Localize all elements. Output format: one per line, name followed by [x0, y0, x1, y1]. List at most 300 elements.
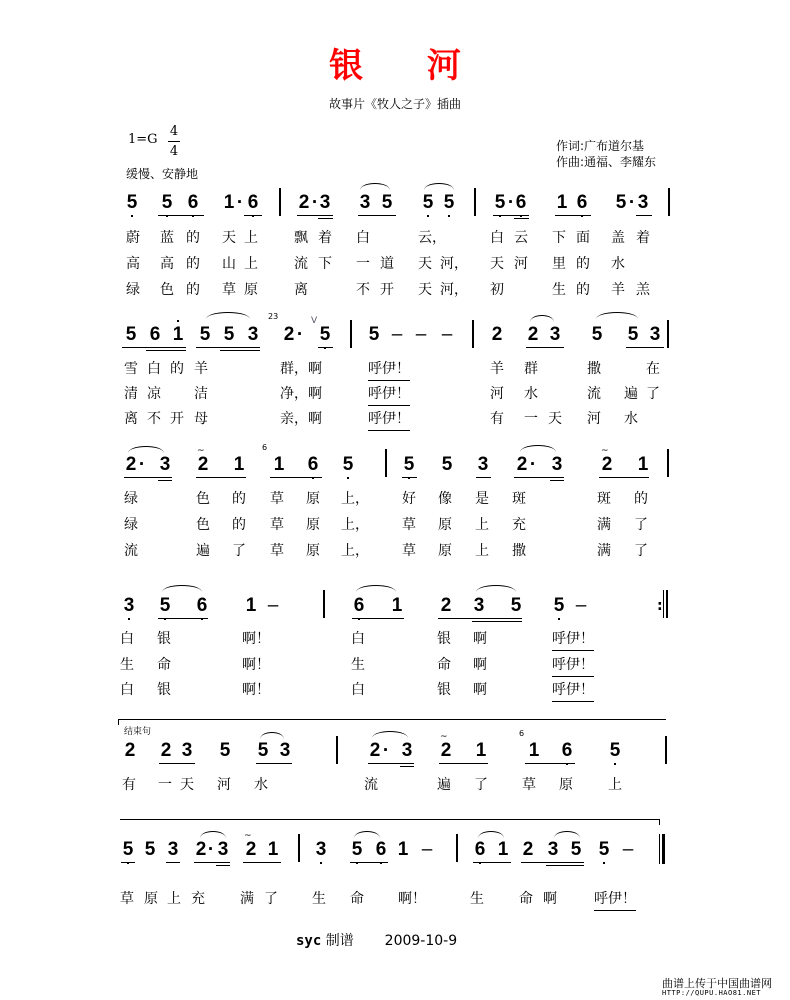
lyric: 上，	[341, 543, 369, 559]
trill-mark: ~	[440, 732, 448, 742]
lyric: 原	[306, 491, 320, 507]
note: 1	[556, 192, 568, 213]
lyric: 飘	[294, 230, 308, 246]
underline	[244, 215, 262, 216]
dash: –	[391, 324, 403, 345]
lyric: 在	[646, 361, 660, 377]
note: 6	[196, 595, 208, 616]
lyric: 河，	[440, 256, 468, 272]
note: 3	[637, 192, 649, 213]
lyric-huyi: 呼伊！	[368, 386, 410, 406]
note: 3	[167, 839, 179, 860]
note: 2	[298, 192, 310, 213]
underline	[472, 621, 522, 622]
underline	[358, 215, 396, 216]
note: 1	[267, 839, 279, 860]
note: 1	[497, 839, 509, 860]
underline	[124, 477, 172, 478]
lyric: 天	[418, 256, 432, 272]
lyric: 是	[475, 491, 489, 507]
underline	[514, 477, 564, 478]
note: 3	[547, 839, 559, 860]
lyric: 下	[318, 256, 332, 272]
note: 6	[307, 454, 319, 475]
lyric: 羊	[194, 361, 208, 377]
note: 5	[144, 839, 156, 860]
note: 1	[475, 740, 487, 761]
note: 5	[219, 740, 231, 761]
note: 5	[351, 839, 363, 860]
lyric: 绿	[126, 282, 140, 298]
note: 2	[195, 839, 207, 860]
barline	[474, 188, 476, 216]
barline	[385, 449, 387, 477]
note: 5	[368, 324, 380, 345]
underline	[626, 347, 664, 348]
barline	[350, 320, 352, 348]
lyric: 不	[356, 282, 370, 298]
lyric: 一	[524, 411, 538, 427]
final-barline-thin	[659, 834, 660, 864]
lyric: 命	[437, 657, 451, 673]
note: 3	[649, 324, 661, 345]
lyric: 草	[270, 517, 284, 533]
aug-dot: ·	[236, 192, 244, 213]
underline	[439, 763, 488, 764]
lyric: 的	[232, 491, 246, 507]
barline	[323, 590, 325, 618]
grace-note: 23	[268, 312, 279, 321]
lyric: 水	[254, 777, 268, 793]
lyric: 山	[222, 256, 236, 272]
lyric: 啊	[473, 631, 487, 647]
lyric: 好	[402, 491, 416, 507]
note: 1	[233, 454, 245, 475]
ending-bracket-top-2	[120, 819, 660, 820]
lyric-huyi: 呼伊！	[368, 361, 410, 381]
barline	[665, 736, 667, 764]
song-title: 银 河	[329, 46, 487, 86]
lyric: 亲，啊	[280, 411, 322, 427]
lyricist: 作词:广布道尔基	[556, 139, 645, 153]
lyric: 原	[438, 543, 452, 559]
lyric: 白	[351, 631, 365, 647]
lyric: 清	[124, 386, 138, 402]
note: 1	[172, 324, 184, 345]
lyric: 绿	[124, 517, 138, 533]
lyric: 河，	[440, 282, 468, 298]
lyric: 白	[490, 230, 504, 246]
lyric: 离	[124, 411, 138, 427]
lyric: 草	[270, 543, 284, 559]
note: 2	[125, 454, 137, 475]
slur	[354, 831, 380, 838]
lyric: 离	[294, 282, 308, 298]
note: 6	[187, 192, 199, 213]
note: 3	[359, 192, 371, 213]
grace-note: 6	[519, 729, 525, 738]
lyric: 了	[232, 543, 246, 559]
lyric: 羊	[611, 282, 625, 298]
barline	[663, 590, 664, 618]
time-signature	[168, 123, 180, 160]
barline	[336, 736, 338, 764]
note: 2	[440, 595, 452, 616]
lyric: 一	[158, 777, 172, 793]
lyric: 天	[180, 777, 194, 793]
lyric: 了	[646, 386, 660, 402]
underline	[493, 215, 529, 216]
lyric: 河	[217, 777, 231, 793]
lyric: 草	[402, 517, 416, 533]
repeat-dots: :	[657, 598, 663, 614]
lyric: 啊	[543, 891, 557, 907]
lyric: 白	[356, 230, 370, 246]
lyric: 流	[294, 256, 308, 272]
lyric: 的	[576, 256, 590, 272]
lyric-huyi: 呼伊！	[552, 657, 594, 677]
lyric: 里	[552, 256, 566, 272]
lyric: 的	[232, 517, 246, 533]
slur	[530, 315, 554, 322]
note: 2	[283, 324, 295, 345]
lyric: 白	[351, 682, 365, 698]
lyric: 撒	[587, 361, 601, 377]
note: 6	[576, 192, 588, 213]
barline	[298, 834, 300, 862]
underline	[122, 347, 186, 348]
lyric: 像	[438, 491, 452, 507]
note: 1	[637, 454, 649, 475]
lyric: 草	[402, 543, 416, 559]
note: 1	[528, 740, 540, 761]
lyric: 河	[514, 256, 528, 272]
lyric: 蔚	[126, 230, 140, 246]
lyric: 啊！	[242, 657, 270, 673]
breath-mark: V	[311, 316, 318, 326]
note: 5	[257, 740, 269, 761]
lyric: 净，啊	[280, 386, 322, 402]
lyric: 命	[157, 657, 171, 673]
lyric: 开	[380, 282, 394, 298]
note: 5	[159, 595, 171, 616]
ending-label: 结束句	[124, 727, 152, 737]
slur	[478, 831, 504, 838]
underline	[318, 347, 333, 348]
date: 2009-10-9	[384, 933, 458, 949]
barline	[472, 320, 474, 348]
note: 6	[247, 192, 259, 213]
underline	[546, 865, 584, 866]
slur	[128, 446, 164, 453]
lyric: 上	[167, 891, 181, 907]
lyric: 洁	[194, 386, 208, 402]
lyric: 草	[120, 891, 134, 907]
barline	[456, 834, 458, 862]
lyric: 草	[522, 777, 536, 793]
note: 6	[474, 839, 486, 860]
lyric: 有	[122, 777, 136, 793]
grace-note: 6	[262, 443, 268, 452]
note: 3	[319, 192, 331, 213]
lyric: 下	[552, 230, 566, 246]
key-signature: 1=G	[128, 132, 158, 147]
aug-dot: ·	[296, 324, 304, 345]
lyric: 命	[350, 891, 364, 907]
lyric: 白	[147, 361, 161, 377]
lyric: 上	[244, 256, 258, 272]
lyric: 盖	[611, 230, 625, 246]
note: 3	[159, 454, 171, 475]
note: 3	[181, 740, 193, 761]
lyric: 满	[597, 517, 611, 533]
dash: –	[267, 595, 279, 616]
lyric: 的	[186, 282, 200, 298]
dash: –	[622, 839, 634, 860]
lyric: 原	[244, 282, 258, 298]
lyric: 啊！	[242, 631, 270, 647]
note: 2	[527, 324, 539, 345]
lyric: 上	[244, 230, 258, 246]
note: 1	[223, 192, 235, 213]
underline	[121, 862, 135, 863]
underline	[159, 763, 195, 764]
note: 5	[422, 192, 434, 213]
lyric: 天	[490, 256, 504, 272]
underline	[368, 763, 414, 764]
end-repeat-barline	[666, 590, 668, 618]
note: 5	[125, 324, 137, 345]
lyric: 银	[437, 631, 451, 647]
trill-mark: ~	[601, 446, 609, 456]
lyric: 了	[264, 891, 278, 907]
lyric: 撒	[512, 543, 526, 559]
note: 6	[561, 740, 573, 761]
aug-dot: ·	[207, 839, 215, 860]
lyric: 色	[196, 517, 210, 533]
dash: –	[441, 324, 453, 345]
underline	[555, 215, 591, 216]
lyric: 充	[512, 517, 526, 533]
lyric: 开	[170, 411, 184, 427]
lyric: 银	[437, 682, 451, 698]
lyric: 原	[306, 543, 320, 559]
note: 5	[627, 324, 639, 345]
time-signature-denominator: 4	[169, 144, 179, 159]
lyric: 道	[380, 256, 394, 272]
underline	[220, 350, 260, 351]
lyric: 原	[144, 891, 158, 907]
underline	[158, 618, 208, 619]
underline	[350, 862, 388, 863]
slur	[162, 585, 202, 592]
lyric: 充	[191, 891, 205, 907]
lyric: 着	[318, 230, 332, 246]
note: 3	[473, 595, 485, 616]
note: 5	[122, 839, 134, 860]
lyric: 的	[186, 256, 200, 272]
watermark-url: HTTP://QUPU.HAO81.NET	[662, 989, 762, 997]
note: 1	[273, 454, 285, 475]
underline	[256, 763, 292, 764]
note: 5	[319, 324, 331, 345]
note: 6	[149, 324, 161, 345]
lyric: 河	[490, 386, 504, 402]
lyric-huyi: 呼伊！	[594, 891, 636, 911]
lyric: 一	[356, 256, 370, 272]
lyric: 水	[624, 411, 638, 427]
note: 1	[245, 595, 257, 616]
lyric: 原	[559, 777, 573, 793]
slur	[200, 831, 226, 838]
lyric: 啊	[473, 682, 487, 698]
note: 2	[369, 740, 381, 761]
underline	[438, 618, 522, 619]
lyric: 云	[514, 230, 528, 246]
lyric: 羔	[636, 282, 650, 298]
composer: 作曲:通福、李耀东	[556, 155, 657, 169]
underline	[402, 477, 417, 478]
underline	[194, 862, 230, 863]
lyric: 天	[418, 282, 432, 298]
lyric: 雪	[124, 361, 138, 377]
ending-bracket-right	[659, 819, 660, 825]
underline	[158, 480, 172, 481]
lyric: 面	[576, 230, 590, 246]
underline	[521, 862, 584, 863]
lyric: 凉	[147, 386, 161, 402]
underline	[400, 766, 414, 767]
lyric: 不	[147, 411, 161, 427]
lyric: 生	[552, 282, 566, 298]
lyric: 有	[490, 411, 504, 427]
lyric: 河	[587, 411, 601, 427]
note: 3	[401, 740, 413, 761]
note: 5	[126, 192, 138, 213]
note: 2	[124, 740, 136, 761]
aug-dot: ·	[138, 454, 146, 475]
note: 5	[553, 595, 565, 616]
slur	[260, 732, 284, 739]
lyric: 天	[548, 411, 562, 427]
underline	[216, 865, 230, 866]
lyric: 上，	[341, 491, 369, 507]
underline	[243, 862, 281, 863]
note: 1	[391, 595, 403, 616]
slur	[476, 585, 516, 592]
note: 2	[440, 740, 452, 761]
note: 2	[160, 740, 172, 761]
underline	[473, 862, 511, 863]
slur	[520, 445, 556, 452]
arranger-name: syc	[296, 933, 322, 949]
lyric: 上	[608, 777, 622, 793]
barline	[279, 188, 281, 216]
time-signature-numerator: 4	[169, 124, 179, 139]
note: 2	[522, 839, 534, 860]
lyric: 原	[438, 517, 452, 533]
lyric: 的	[186, 230, 200, 246]
lyric: 群，啊	[280, 361, 322, 377]
aug-dot: ·	[382, 740, 390, 761]
credits	[556, 138, 656, 170]
dash: –	[575, 595, 587, 616]
aug-dot: ·	[311, 192, 319, 213]
underline	[636, 215, 652, 216]
lyric: 啊！	[242, 682, 270, 698]
underline	[550, 480, 564, 481]
lyric: 命	[519, 891, 533, 907]
lyric: 白	[120, 631, 134, 647]
slur	[372, 731, 408, 738]
note: 5	[403, 454, 415, 475]
note: 5	[494, 192, 506, 213]
lyric: 的	[576, 282, 590, 298]
lyric: 水	[611, 256, 625, 272]
ending-bracket-top	[118, 719, 666, 720]
lyric: 了	[634, 543, 648, 559]
note: 3	[551, 454, 563, 475]
lyric: 流	[124, 543, 138, 559]
note: 5	[570, 839, 582, 860]
note: 3	[549, 324, 561, 345]
lyric: 生	[312, 891, 326, 907]
note: 6	[515, 192, 527, 213]
dash: –	[415, 324, 427, 345]
lyric: 了	[634, 517, 648, 533]
lyric: 高	[126, 256, 140, 272]
note: 3	[279, 740, 291, 761]
lyric: 了	[474, 777, 488, 793]
aug-dot: ·	[507, 192, 515, 213]
slur	[360, 183, 390, 190]
arranger-signature	[296, 930, 457, 950]
underline	[525, 763, 575, 764]
underline	[297, 215, 333, 216]
note: 5	[161, 192, 173, 213]
slur	[554, 831, 580, 838]
note: 2	[601, 454, 613, 475]
underline	[476, 477, 491, 478]
final-barline-thick	[662, 834, 665, 864]
trill-mark: ~	[197, 446, 205, 456]
lyric: 绿	[124, 491, 138, 507]
lyric: 遍	[437, 777, 451, 793]
lyric: 云，	[418, 230, 446, 246]
underline	[599, 477, 649, 478]
note: 5	[443, 192, 455, 213]
note: 5	[598, 839, 610, 860]
lyric: 银	[157, 682, 171, 698]
lyric: 银	[157, 631, 171, 647]
note: 2	[245, 839, 257, 860]
lyric-huyi: 呼伊！	[368, 411, 410, 431]
lyric: 满	[597, 543, 611, 559]
underline	[270, 477, 322, 478]
slur	[596, 312, 638, 319]
lyric: 水	[524, 386, 538, 402]
lyric: 遍	[196, 543, 210, 559]
lyric: 啊！	[398, 891, 426, 907]
lyric-huyi: 呼伊！	[552, 631, 594, 651]
aug-dot: ·	[529, 454, 537, 475]
note: 5	[441, 454, 453, 475]
slur	[424, 183, 454, 190]
note: 3	[477, 454, 489, 475]
lyric: 色	[160, 282, 174, 298]
lyric: 群	[524, 361, 538, 377]
note: 5	[223, 324, 235, 345]
